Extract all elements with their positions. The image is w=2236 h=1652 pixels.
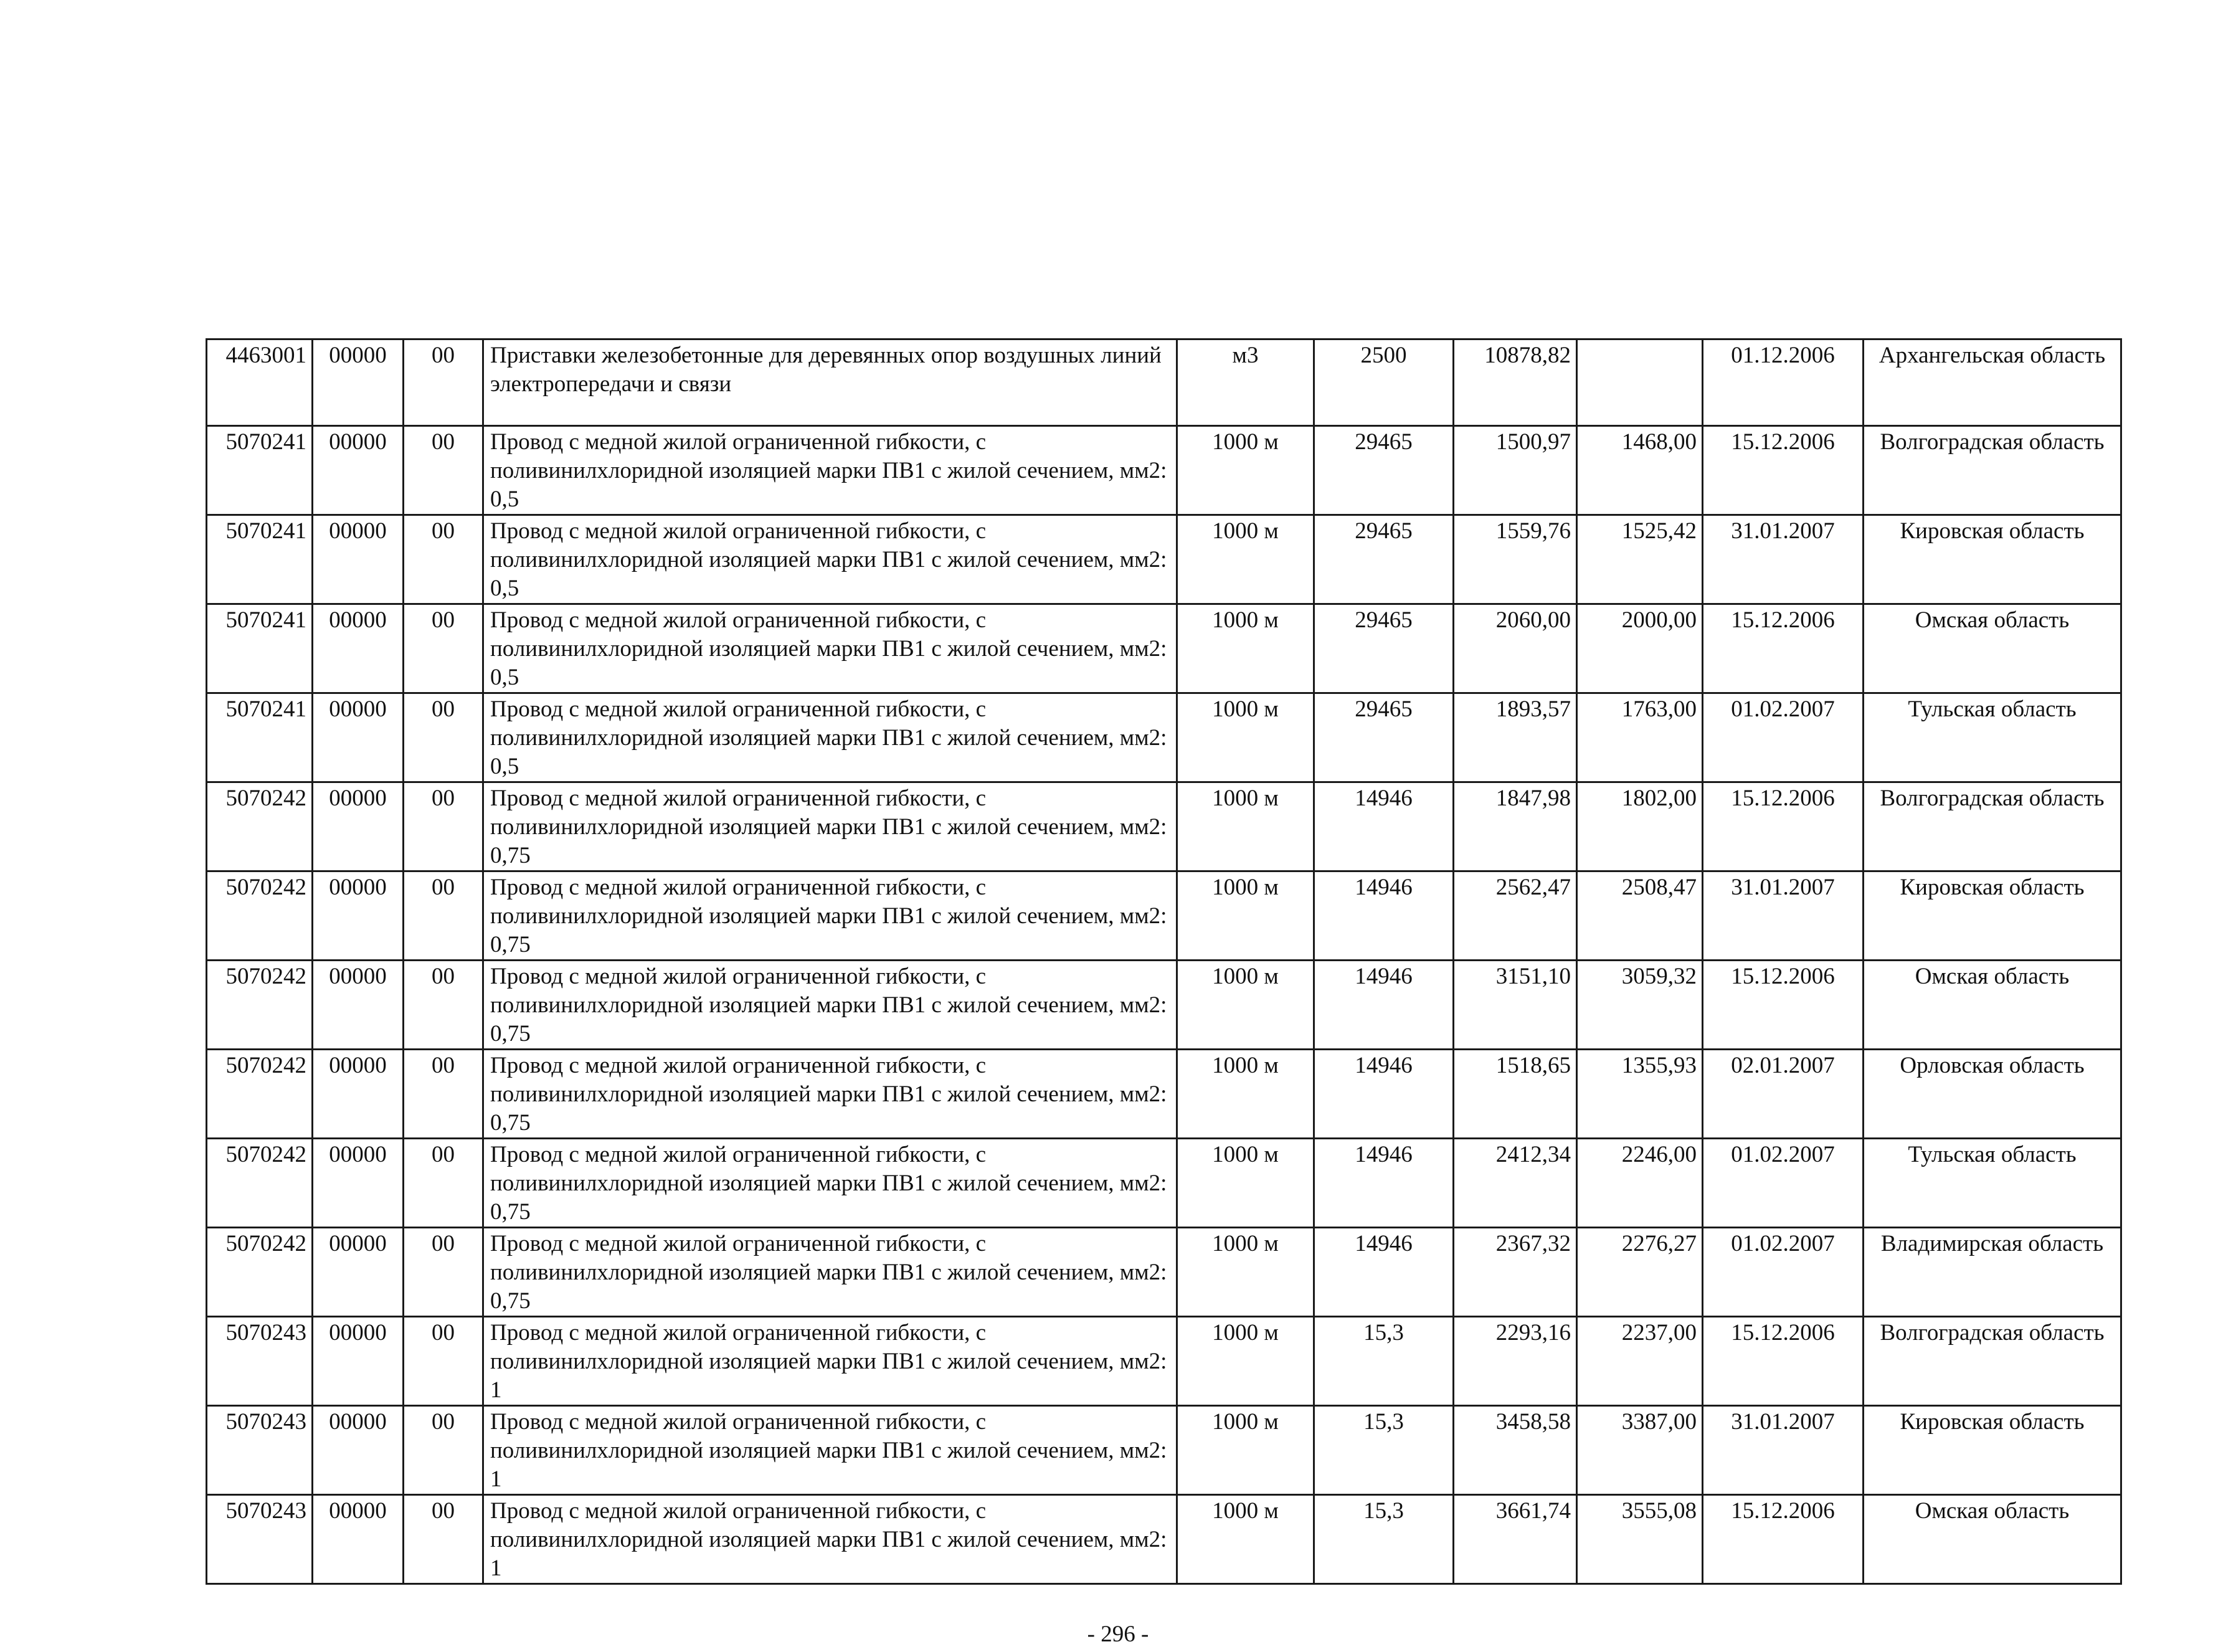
cell-name: Провод с медной жилой ограниченной гибкости, с поливинилхлоридной изоляцией марки ПВ1 с жилой сечением, мм2: 0,5 [483,515,1177,604]
cell-price-with-vat: 1500,97 [1454,426,1577,515]
cell-region: Архангельская область [1864,339,2121,426]
cell-code: 5070242 [207,782,313,871]
cell-unit: 1000 м [1177,782,1314,871]
cell-subcode: 00000 [313,1139,404,1228]
cell-code: 5070242 [207,961,313,1050]
cell-quantity: 29465 [1314,426,1454,515]
table-row [207,426,2121,515]
cell-date: 31.01.2007 [1703,1406,1864,1495]
table-row [207,1139,2121,1228]
cell-unit: 1000 м [1177,604,1314,693]
cell-extcode: 00 [404,426,483,515]
cell-price-with-vat: 1893,57 [1454,693,1577,782]
table-row [207,339,2121,426]
cell-price-without-vat: 3555,08 [1577,1495,1703,1584]
cell-price-with-vat: 10878,82 [1454,339,1577,426]
cell-price-without-vat: 1763,00 [1577,693,1703,782]
cell-unit: 1000 м [1177,1406,1314,1495]
cell-price-with-vat: 2562,47 [1454,871,1577,961]
cell-unit: 1000 м [1177,1139,1314,1228]
cell-name: Провод с медной жилой ограниченной гибкости, с поливинилхлоридной изоляцией марки ПВ1 с жилой сечением, мм2: 0,5 [483,693,1177,782]
cell-date: 15.12.2006 [1703,604,1864,693]
cell-quantity: 29465 [1314,604,1454,693]
cell-quantity: 29465 [1314,693,1454,782]
cell-code: 5070242 [207,1050,313,1139]
cell-price-without-vat: 3387,00 [1577,1406,1703,1495]
cell-region: Кировская область [1864,871,2121,961]
cell-subcode: 00000 [313,1495,404,1584]
cell-region: Омская область [1864,1495,2121,1584]
cell-quantity: 15,3 [1314,1406,1454,1495]
cell-unit: 1000 м [1177,1495,1314,1584]
cell-date: 15.12.2006 [1703,426,1864,515]
cell-region: Омская область [1864,604,2121,693]
cell-extcode: 00 [404,1050,483,1139]
cell-date: 31.01.2007 [1703,871,1864,961]
cell-date: 01.02.2007 [1703,1228,1864,1317]
cell-name: Провод с медной жилой ограниченной гибкости, с поливинилхлоридной изоляцией марки ПВ1 с жилой сечением, мм2: 0,75 [483,782,1177,871]
cell-subcode: 00000 [313,693,404,782]
cell-subcode: 00000 [313,1406,404,1495]
cell-price-with-vat: 3458,58 [1454,1406,1577,1495]
cell-quantity: 14946 [1314,871,1454,961]
cell-extcode: 00 [404,693,483,782]
cell-price-without-vat: 2246,00 [1577,1139,1703,1228]
cell-region: Владимирская область [1864,1228,2121,1317]
cell-price-with-vat: 2412,34 [1454,1139,1577,1228]
cell-subcode: 00000 [313,604,404,693]
cell-date: 15.12.2006 [1703,961,1864,1050]
cell-date: 15.12.2006 [1703,1495,1864,1584]
cell-code: 5070243 [207,1406,313,1495]
table-row [207,1050,2121,1139]
cell-date: 02.01.2007 [1703,1050,1864,1139]
cell-subcode: 00000 [313,426,404,515]
cell-extcode: 00 [404,1228,483,1317]
cell-name: Провод с медной жилой ограниченной гибкости, с поливинилхлоридной изоляцией марки ПВ1 с жилой сечением, мм2: 0,75 [483,1050,1177,1139]
cell-name: Провод с медной жилой ограниченной гибкости, с поливинилхлоридной изоляцией марки ПВ1 с жилой сечением, мм2: 1 [483,1317,1177,1406]
table-row [207,693,2121,782]
cell-price-without-vat: 1802,00 [1577,782,1703,871]
cell-code: 5070242 [207,1139,313,1228]
cell-name: Провод с медной жилой ограниченной гибкости, с поливинилхлоридной изоляцией марки ПВ1 с жилой сечением, мм2: 1 [483,1406,1177,1495]
cell-price-with-vat: 2060,00 [1454,604,1577,693]
cell-unit: 1000 м [1177,871,1314,961]
cell-extcode: 00 [404,1495,483,1584]
table-row [207,1317,2121,1406]
cell-extcode: 00 [404,1406,483,1495]
cell-code: 5070241 [207,426,313,515]
cell-region: Омская область [1864,961,2121,1050]
cell-price-with-vat: 1847,98 [1454,782,1577,871]
cell-unit: 1000 м [1177,961,1314,1050]
cell-unit: м3 [1177,339,1314,426]
cell-quantity: 14946 [1314,782,1454,871]
cell-code: 5070242 [207,871,313,961]
cell-extcode: 00 [404,604,483,693]
cell-unit: 1000 м [1177,1317,1314,1406]
cell-extcode: 00 [404,515,483,604]
cell-name: Провод с медной жилой ограниченной гибкости, с поливинилхлоридной изоляцией марки ПВ1 с жилой сечением, мм2: 0,75 [483,1228,1177,1317]
cell-price-without-vat: 2237,00 [1577,1317,1703,1406]
cell-date: 15.12.2006 [1703,782,1864,871]
cell-name: Провод с медной жилой ограниченной гибкости, с поливинилхлоридной изоляцией марки ПВ1 с жилой сечением, мм2: 0,75 [483,961,1177,1050]
table-row [207,1228,2121,1317]
cell-price-without-vat: 2000,00 [1577,604,1703,693]
price-table [206,338,2122,1585]
cell-quantity: 2500 [1314,339,1454,426]
cell-price-without-vat: 1525,42 [1577,515,1703,604]
cell-unit: 1000 м [1177,1228,1314,1317]
cell-quantity: 14946 [1314,961,1454,1050]
cell-price-without-vat: 2276,27 [1577,1228,1703,1317]
cell-price-with-vat: 3661,74 [1454,1495,1577,1584]
cell-code: 5070243 [207,1317,313,1406]
cell-price-with-vat: 1518,65 [1454,1050,1577,1139]
cell-quantity: 15,3 [1314,1317,1454,1406]
cell-unit: 1000 м [1177,426,1314,515]
cell-subcode: 00000 [313,515,404,604]
cell-unit: 1000 м [1177,693,1314,782]
cell-quantity: 14946 [1314,1139,1454,1228]
cell-price-with-vat: 1559,76 [1454,515,1577,604]
cell-extcode: 00 [404,1317,483,1406]
cell-price-without-vat: 1355,93 [1577,1050,1703,1139]
cell-price-without-vat: 2508,47 [1577,871,1703,961]
cell-quantity: 15,3 [1314,1495,1454,1584]
table-body [207,339,2121,1584]
table-row [207,961,2121,1050]
cell-name: Провод с медной жилой ограниченной гибкости, с поливинилхлоридной изоляцией марки ПВ1 с жилой сечением, мм2: 0,5 [483,604,1177,693]
cell-price-with-vat: 3151,10 [1454,961,1577,1050]
cell-unit: 1000 м [1177,1050,1314,1139]
cell-subcode: 00000 [313,1317,404,1406]
table-row [207,1406,2121,1495]
cell-date: 01.02.2007 [1703,693,1864,782]
cell-region: Тульская область [1864,1139,2121,1228]
cell-region: Орловская область [1864,1050,2121,1139]
table-row [207,1495,2121,1584]
cell-extcode: 00 [404,339,483,426]
cell-name: Провод с медной жилой ограниченной гибкости, с поливинилхлоридной изоляцией марки ПВ1 с жилой сечением, мм2: 1 [483,1495,1177,1584]
cell-subcode: 00000 [313,782,404,871]
cell-region: Волгоградская область [1864,782,2121,871]
cell-subcode: 00000 [313,961,404,1050]
cell-region: Тульская область [1864,693,2121,782]
cell-code: 5070241 [207,604,313,693]
cell-date: 01.02.2007 [1703,1139,1864,1228]
cell-price-with-vat: 2367,32 [1454,1228,1577,1317]
cell-extcode: 00 [404,961,483,1050]
cell-price-without-vat [1577,339,1703,426]
cell-unit: 1000 м [1177,515,1314,604]
cell-region: Кировская область [1864,1406,2121,1495]
cell-date: 01.12.2006 [1703,339,1864,426]
cell-name: Приставки железобетонные для деревянных опор воздушных линий электропередачи и связи [483,339,1177,426]
cell-subcode: 00000 [313,1050,404,1139]
cell-code: 5070242 [207,1228,313,1317]
cell-price-without-vat: 3059,32 [1577,961,1703,1050]
cell-region: Кировская область [1864,515,2121,604]
table-row [207,604,2121,693]
cell-code: 5070241 [207,693,313,782]
table-row [207,871,2121,961]
page-number: - 296 - [1087,1621,1149,1647]
cell-extcode: 00 [404,871,483,961]
cell-code: 5070243 [207,1495,313,1584]
cell-extcode: 00 [404,782,483,871]
cell-code: 5070241 [207,515,313,604]
cell-price-with-vat: 2293,16 [1454,1317,1577,1406]
cell-date: 31.01.2007 [1703,515,1864,604]
cell-quantity: 14946 [1314,1050,1454,1139]
cell-subcode: 00000 [313,1228,404,1317]
table-row [207,782,2121,871]
cell-subcode: 00000 [313,339,404,426]
cell-name: Провод с медной жилой ограниченной гибкости, с поливинилхлоридной изоляцией марки ПВ1 с жилой сечением, мм2: 0,75 [483,1139,1177,1228]
cell-date: 15.12.2006 [1703,1317,1864,1406]
cell-extcode: 00 [404,1139,483,1228]
cell-region: Волгоградская область [1864,1317,2121,1406]
cell-quantity: 14946 [1314,1228,1454,1317]
cell-quantity: 29465 [1314,515,1454,604]
table-row [207,515,2121,604]
cell-name: Провод с медной жилой ограниченной гибкости, с поливинилхлоридной изоляцией марки ПВ1 с жилой сечением, мм2: 0,5 [483,426,1177,515]
cell-region: Волгоградская область [1864,426,2121,515]
cell-name: Провод с медной жилой ограниченной гибкости, с поливинилхлоридной изоляцией марки ПВ1 с жилой сечением, мм2: 0,75 [483,871,1177,961]
cell-subcode: 00000 [313,871,404,961]
cell-code: 4463001 [207,339,313,426]
cell-price-without-vat: 1468,00 [1577,426,1703,515]
